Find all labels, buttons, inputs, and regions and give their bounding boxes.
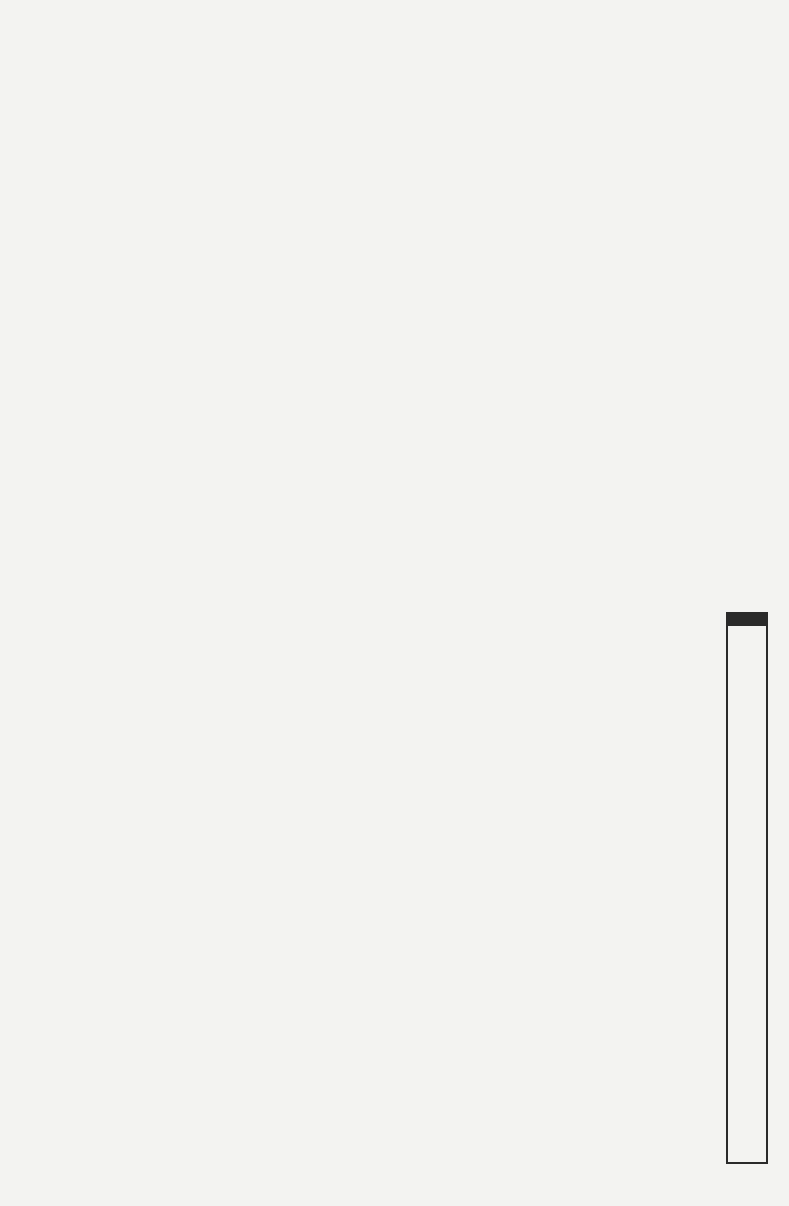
section-header xyxy=(726,612,768,626)
section-box xyxy=(726,612,768,1164)
